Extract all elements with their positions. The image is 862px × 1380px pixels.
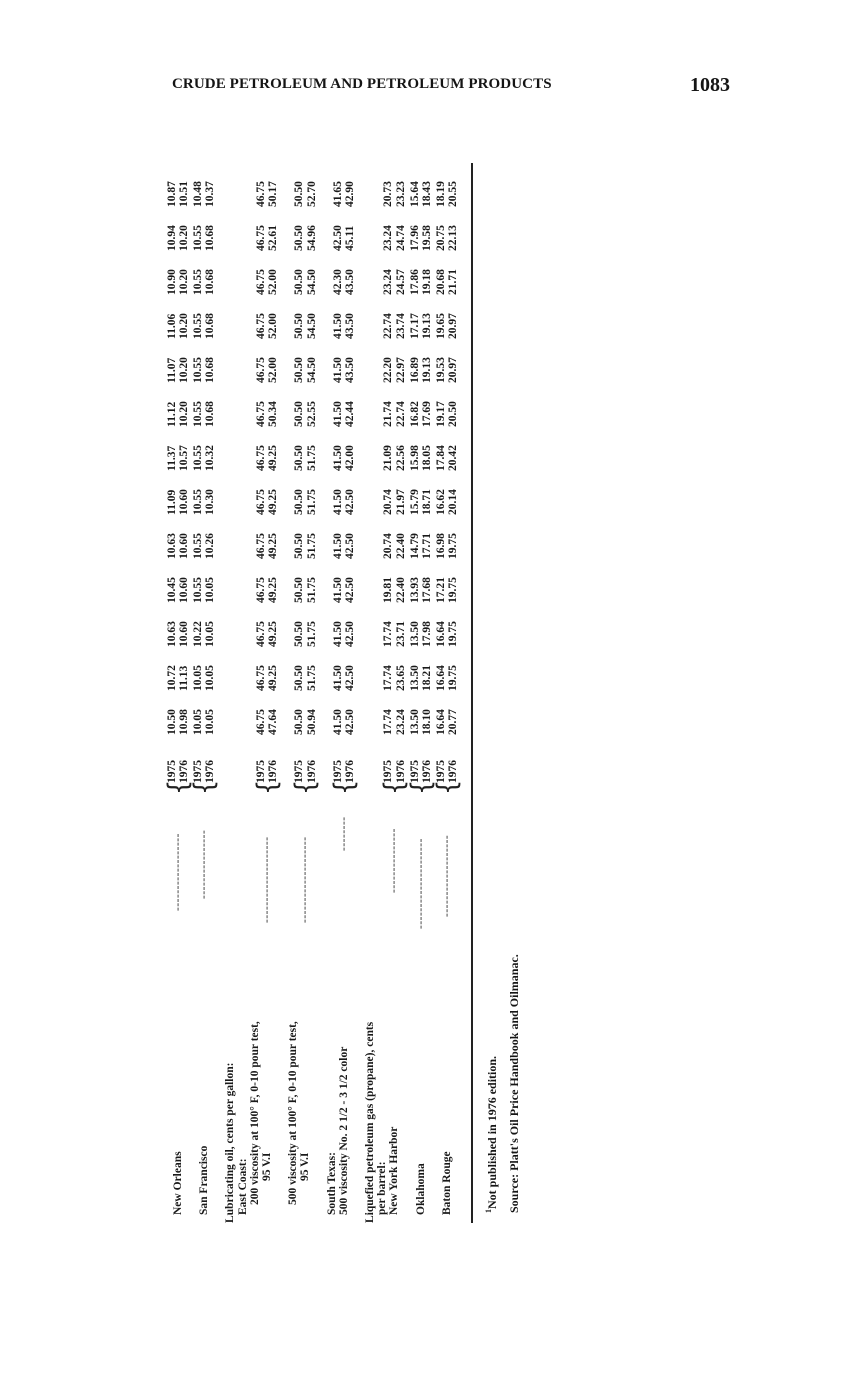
- value-cell: 17.71: [420, 533, 433, 559]
- value-cell: 13.50: [408, 621, 421, 647]
- row-label: New Orleans: [172, 1151, 184, 1215]
- dot-leader: ------------------: [172, 833, 184, 911]
- value-cell: 16.82: [408, 401, 421, 427]
- value-cell: 20.74: [382, 489, 395, 515]
- row-label: 500 viscosity No. 2 1/2 - 3 1/2 color: [337, 1046, 350, 1215]
- value-cell: 50.50: [293, 181, 306, 207]
- row-label: 200 viscosity at 100° F, 0-10 pour test,: [248, 1021, 261, 1205]
- value-cell: 43.50: [344, 357, 356, 383]
- value-cell: 22.40: [394, 577, 407, 603]
- value-cell: 46.75: [255, 401, 267, 427]
- value-cell: 54.50: [305, 357, 318, 383]
- value-cell: 10.05: [192, 665, 205, 691]
- value-cell: 46.75: [255, 577, 267, 603]
- value-cell: 11.09: [166, 489, 178, 515]
- value-cell: 10.60: [178, 621, 191, 647]
- year-cell: 1975: [166, 760, 178, 783]
- value-cell: 20.50: [447, 401, 459, 427]
- value-cell: 49.25: [267, 577, 280, 603]
- footnote: [485, 1056, 500, 1213]
- value-cell: 15.98: [408, 445, 421, 471]
- value-cell: 50.50: [293, 621, 306, 647]
- value-cell: 41.50: [331, 445, 344, 471]
- value-cell: 47.64: [267, 709, 280, 735]
- dot-leader: --------: [337, 816, 350, 851]
- year-cell: 1976: [204, 760, 217, 783]
- value-cell: 23.24: [382, 269, 395, 295]
- row-label-cont: 95 V.I: [261, 1152, 273, 1181]
- footnote-mark: 1: [484, 1209, 493, 1213]
- dot-leader: ----------------: [198, 829, 211, 899]
- value-cell: 18.71: [420, 489, 433, 515]
- brace-glyph: {: [251, 779, 283, 795]
- year-cell: 1975: [192, 760, 205, 783]
- group-heading: per barrel:: [376, 1161, 389, 1215]
- value-cell: 41.65: [331, 181, 344, 207]
- value-cell: 46.75: [255, 269, 267, 295]
- value-cell: 24.57: [394, 269, 407, 295]
- value-cell: 42.50: [331, 225, 344, 251]
- value-cell: 42.50: [344, 621, 356, 647]
- value-cell: 45.11: [344, 225, 356, 251]
- year-cell: 1976: [394, 760, 407, 783]
- footnote-text: Not published in 1976 edition.: [485, 1055, 499, 1209]
- value-cell: 46.75: [255, 313, 267, 339]
- value-cell: 46.75: [255, 621, 267, 647]
- year-cell: 1976: [305, 760, 318, 783]
- value-cell: 10.50: [166, 709, 178, 735]
- value-cell: 46.75: [255, 357, 267, 383]
- value-cell: 19.75: [447, 665, 459, 691]
- value-cell: 10.55: [192, 489, 205, 515]
- brace-glyph: {: [328, 779, 360, 795]
- row-label: Oklahoma: [414, 1163, 427, 1215]
- value-cell: 10.87: [166, 181, 178, 207]
- dot-leader: -------------------: [440, 834, 453, 917]
- value-cell: 42.50: [344, 665, 356, 691]
- value-cell: 22.56: [394, 445, 407, 471]
- value-cell: 51.75: [305, 533, 318, 559]
- value-cell: 49.25: [267, 533, 280, 559]
- value-cell: 41.50: [331, 489, 344, 515]
- value-cell: 41.50: [331, 621, 344, 647]
- value-cell: 10.72: [166, 665, 178, 691]
- value-cell: 13.93: [408, 577, 421, 603]
- value-cell: 52.00: [267, 357, 280, 383]
- value-cell: 19.75: [447, 533, 459, 559]
- value-cell: 19.17: [434, 401, 447, 427]
- row-label: San Francisco: [198, 1145, 211, 1215]
- year-cell: 1975: [408, 760, 421, 783]
- year-cell: 1975: [293, 760, 306, 783]
- value-cell: 41.50: [331, 313, 344, 339]
- value-cell: 10.55: [192, 401, 205, 427]
- value-cell: 10.20: [178, 401, 191, 427]
- brace-glyph: {: [188, 779, 220, 795]
- value-cell: 21.71: [447, 269, 459, 295]
- value-cell: 46.75: [255, 489, 267, 515]
- value-cell: 10.94: [166, 225, 178, 251]
- value-cell: 50.50: [293, 313, 306, 339]
- value-cell: 23.23: [394, 181, 407, 207]
- value-cell: 52.70: [305, 181, 318, 207]
- value-cell: 23.74: [394, 313, 407, 339]
- value-cell: 19.58: [420, 225, 433, 251]
- value-cell: 52.61: [267, 225, 280, 251]
- value-cell: 51.75: [305, 665, 318, 691]
- value-cell: 50.50: [293, 357, 306, 383]
- value-cell: 10.63: [166, 533, 178, 559]
- value-cell: 41.50: [331, 401, 344, 427]
- value-cell: 21.74: [382, 401, 395, 427]
- dot-leader: ---------------------: [414, 838, 427, 929]
- value-cell: 46.75: [255, 665, 267, 691]
- value-cell: 16.62: [434, 489, 447, 515]
- group-heading: Lubricating oil, cents per gallon:: [224, 1062, 237, 1223]
- value-cell: 16.64: [434, 621, 447, 647]
- value-cell: 19.81: [382, 577, 395, 603]
- value-cell: 10.05: [192, 709, 205, 735]
- dot-leader: ---------------: [388, 828, 401, 893]
- value-cell: 11.13: [178, 665, 191, 691]
- value-cell: 10.20: [178, 313, 191, 339]
- value-cell: 18.43: [420, 181, 433, 207]
- value-cell: 20.74: [382, 533, 395, 559]
- value-cell: 43.50: [344, 269, 356, 295]
- value-cell: 22.20: [382, 357, 395, 383]
- value-cell: 49.25: [267, 665, 280, 691]
- value-cell: 22.13: [447, 225, 459, 251]
- year-cell: 1976: [447, 760, 459, 783]
- value-cell: 10.55: [192, 269, 205, 295]
- value-cell: 41.50: [331, 709, 344, 735]
- rotated-price-table: [162, 118, 526, 1223]
- value-cell: 42.44: [344, 401, 356, 427]
- value-cell: 10.55: [192, 445, 205, 471]
- value-cell: 23.24: [394, 709, 407, 735]
- brace-glyph: {: [162, 779, 194, 795]
- value-cell: 17.74: [382, 621, 395, 647]
- page-number: 1083: [690, 74, 730, 96]
- value-cell: 17.84: [434, 445, 447, 471]
- row-label: 500 viscosity at 100° F, 0-10 pour test,: [287, 1021, 300, 1205]
- value-cell: 10.55: [192, 577, 205, 603]
- dot-leader: --------------------: [261, 836, 273, 923]
- value-cell: 50.50: [293, 401, 306, 427]
- row-label-cont: 95 V.I: [299, 1152, 312, 1181]
- year-cell: 1976: [420, 760, 433, 783]
- value-cell: 42.50: [344, 577, 356, 603]
- value-cell: 50.50: [293, 709, 306, 735]
- year-cell: 1975: [255, 760, 267, 783]
- value-cell: 52.55: [305, 401, 318, 427]
- value-cell: 10.30: [204, 489, 217, 515]
- value-cell: 10.57: [178, 445, 191, 471]
- value-cell: 10.68: [204, 357, 217, 383]
- value-cell: 10.60: [178, 533, 191, 559]
- value-cell: 23.65: [394, 665, 407, 691]
- value-cell: 10.51: [178, 181, 191, 207]
- value-cell: 43.50: [344, 313, 356, 339]
- value-cell: 18.10: [420, 709, 433, 735]
- value-cell: 10.55: [192, 313, 205, 339]
- value-cell: 11.06: [166, 313, 178, 339]
- value-cell: 10.90: [166, 269, 178, 295]
- value-cell: 10.68: [204, 269, 217, 295]
- value-cell: 10.20: [178, 357, 191, 383]
- value-cell: 41.50: [331, 665, 344, 691]
- value-cell: 17.68: [420, 577, 433, 603]
- value-cell: 50.50: [293, 445, 306, 471]
- source-note: Source: Platt's Oil Price Handbook and Oilmanac.: [507, 954, 521, 1213]
- value-cell: 17.86: [408, 269, 421, 295]
- value-cell: 20.42: [447, 445, 459, 471]
- value-cell: 10.55: [192, 225, 205, 251]
- value-cell: 17.69: [420, 401, 433, 427]
- value-cell: 20.77: [447, 709, 459, 735]
- value-cell: 15.64: [408, 181, 421, 207]
- value-cell: 11.37: [166, 445, 178, 471]
- value-cell: 10.68: [204, 313, 217, 339]
- value-cell: 23.71: [394, 621, 407, 647]
- value-cell: 51.75: [305, 621, 318, 647]
- value-cell: 17.74: [382, 665, 395, 691]
- value-cell: 14.79: [408, 533, 421, 559]
- value-cell: 19.13: [420, 313, 433, 339]
- value-cell: 10.68: [204, 225, 217, 251]
- value-cell: 17.96: [408, 225, 421, 251]
- row-label: Baton Rouge: [440, 1151, 453, 1215]
- value-cell: 17.17: [408, 313, 421, 339]
- value-cell: 50.17: [267, 181, 280, 207]
- value-cell: 22.74: [394, 401, 407, 427]
- brace-glyph: {: [431, 779, 463, 795]
- value-cell: 20.55: [447, 181, 459, 207]
- value-cell: 41.50: [331, 533, 344, 559]
- value-cell: 10.55: [192, 533, 205, 559]
- value-cell: 10.22: [192, 621, 205, 647]
- value-cell: 16.89: [408, 357, 421, 383]
- dot-leader: --------------------: [299, 836, 312, 923]
- year-cell: 1975: [382, 760, 395, 783]
- value-cell: 17.74: [382, 709, 395, 735]
- value-cell: 22.97: [394, 357, 407, 383]
- year-cell: 1975: [434, 760, 447, 783]
- year-cell: 1975: [331, 760, 344, 783]
- value-cell: 49.25: [267, 445, 280, 471]
- value-cell: 20.75: [434, 225, 447, 251]
- value-cell: 13.50: [408, 665, 421, 691]
- value-cell: 10.60: [178, 577, 191, 603]
- value-cell: 10.60: [178, 489, 191, 515]
- value-cell: 46.75: [255, 445, 267, 471]
- value-cell: 21.97: [394, 489, 407, 515]
- value-cell: 19.13: [420, 357, 433, 383]
- value-cell: 11.07: [166, 357, 178, 383]
- value-cell: 18.19: [434, 181, 447, 207]
- value-cell: 22.74: [382, 313, 395, 339]
- row-label: New York Harbor: [388, 1126, 401, 1215]
- value-cell: 42.30: [331, 269, 344, 295]
- value-cell: 46.75: [255, 533, 267, 559]
- value-cell: 50.50: [293, 225, 306, 251]
- value-cell: 10.68: [204, 401, 217, 427]
- year-cell: 1976: [267, 760, 280, 783]
- running-head: CRUDE PETROLEUM AND PETROLEUM PRODUCTS: [172, 76, 552, 92]
- value-cell: 15.79: [408, 489, 421, 515]
- group-heading: East Coast:: [236, 1158, 249, 1215]
- value-cell: 10.05: [204, 709, 217, 735]
- year-cell: 1976: [178, 760, 191, 783]
- value-cell: 20.14: [447, 489, 459, 515]
- value-cell: 42.50: [344, 709, 356, 735]
- value-cell: 50.34: [267, 401, 280, 427]
- brace-glyph: {: [378, 779, 410, 795]
- value-cell: 13.50: [408, 709, 421, 735]
- value-cell: 11.12: [166, 401, 178, 427]
- group-heading: South Texas:: [325, 1152, 338, 1215]
- value-cell: 10.37: [204, 181, 217, 207]
- value-cell: 23.24: [382, 225, 395, 251]
- value-cell: 17.98: [420, 621, 433, 647]
- value-cell: 42.90: [344, 181, 356, 207]
- value-cell: 42.00: [344, 445, 356, 471]
- value-cell: 20.97: [447, 357, 459, 383]
- value-cell: 10.98: [178, 709, 191, 735]
- value-cell: 19.75: [447, 621, 459, 647]
- table-bottom-rule: [471, 163, 473, 1223]
- value-cell: 51.75: [305, 489, 318, 515]
- year-cell: 1976: [344, 760, 356, 783]
- value-cell: 19.18: [420, 269, 433, 295]
- value-cell: 46.75: [255, 181, 267, 207]
- value-cell: 50.50: [293, 577, 306, 603]
- value-cell: 50.50: [293, 269, 306, 295]
- value-cell: 50.94: [305, 709, 318, 735]
- value-cell: 19.53: [434, 357, 447, 383]
- value-cell: 50.50: [293, 489, 306, 515]
- value-cell: 10.05: [204, 577, 217, 603]
- value-cell: 20.68: [434, 269, 447, 295]
- value-cell: 10.05: [204, 665, 217, 691]
- value-cell: 10.45: [166, 577, 178, 603]
- value-cell: 42.50: [344, 533, 356, 559]
- value-cell: 41.50: [331, 577, 344, 603]
- value-cell: 54.50: [305, 313, 318, 339]
- value-cell: 49.25: [267, 489, 280, 515]
- value-cell: 49.25: [267, 621, 280, 647]
- value-cell: 46.75: [255, 709, 267, 735]
- value-cell: 18.21: [420, 665, 433, 691]
- value-cell: 10.26: [204, 533, 217, 559]
- value-cell: 10.48: [192, 181, 205, 207]
- value-cell: 21.09: [382, 445, 395, 471]
- value-cell: 52.00: [267, 313, 280, 339]
- value-cell: 24.74: [394, 225, 407, 251]
- value-cell: 10.20: [178, 225, 191, 251]
- value-cell: 52.00: [267, 269, 280, 295]
- value-cell: 10.55: [192, 357, 205, 383]
- value-cell: 54.50: [305, 269, 318, 295]
- value-cell: 16.98: [434, 533, 447, 559]
- value-cell: 10.20: [178, 269, 191, 295]
- value-cell: 50.50: [293, 665, 306, 691]
- value-cell: 51.75: [305, 445, 318, 471]
- brace-glyph: {: [405, 779, 436, 795]
- value-cell: 54.96: [305, 225, 318, 251]
- value-cell: 20.73: [382, 181, 395, 207]
- value-cell: 10.63: [166, 621, 178, 647]
- value-cell: 16.64: [434, 709, 447, 735]
- value-cell: 10.32: [204, 445, 217, 471]
- value-cell: 19.65: [434, 313, 447, 339]
- value-cell: 17.21: [434, 577, 447, 603]
- value-cell: 19.75: [447, 577, 459, 603]
- value-cell: 10.05: [204, 621, 217, 647]
- value-cell: 20.97: [447, 313, 459, 339]
- value-cell: 41.50: [331, 357, 344, 383]
- value-cell: 50.50: [293, 533, 306, 559]
- value-cell: 42.50: [344, 489, 356, 515]
- value-cell: 18.05: [420, 445, 433, 471]
- group-heading: Liquefied petroleum gas (propane), cents: [364, 1021, 376, 1223]
- brace-glyph: {: [289, 779, 321, 795]
- value-cell: 51.75: [305, 577, 318, 603]
- value-cell: 46.75: [255, 225, 267, 251]
- value-cell: 16.64: [434, 665, 447, 691]
- value-cell: 22.40: [394, 533, 407, 559]
